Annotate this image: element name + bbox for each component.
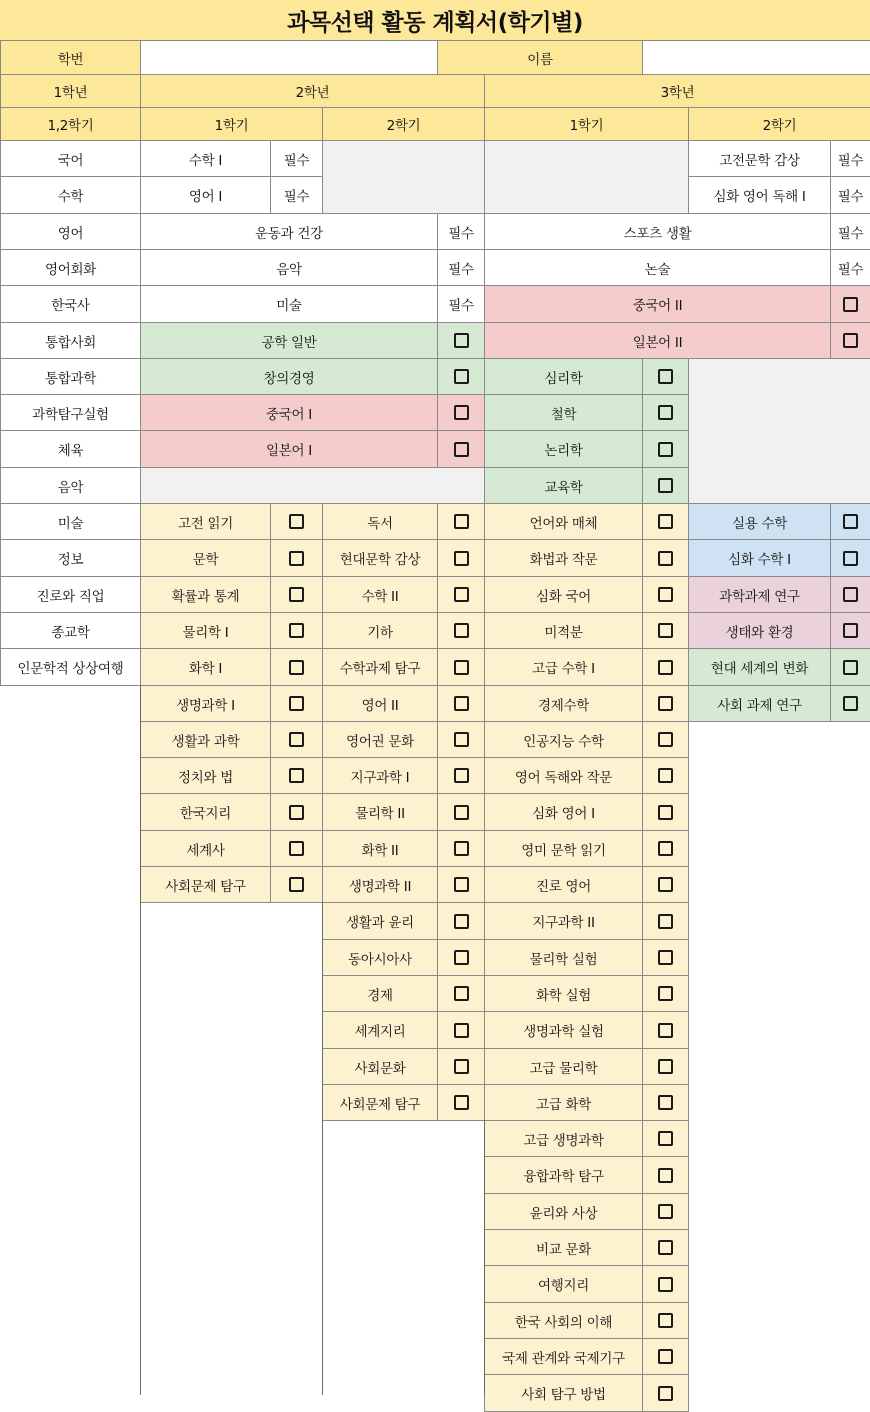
subject-checkbox[interactable] bbox=[642, 902, 689, 940]
subject-checkbox[interactable] bbox=[642, 1338, 689, 1375]
required-subject[interactable]: 고전문학 감상 bbox=[688, 140, 831, 177]
subject-checkbox[interactable] bbox=[830, 285, 870, 323]
elective-subject[interactable]: 고급 생명과학 bbox=[484, 1120, 643, 1157]
elective-subject[interactable]: 사회문제 탐구 bbox=[140, 866, 271, 903]
subject-checkbox[interactable] bbox=[642, 394, 689, 431]
grade-3-sem2-header: 2학기 bbox=[688, 107, 870, 141]
grade-1-semester-header: 1,2학기 bbox=[0, 107, 141, 141]
elective-subject[interactable]: 문학 bbox=[140, 539, 271, 577]
elective-subject[interactable]: 독서 bbox=[322, 503, 438, 540]
subject-checkbox[interactable] bbox=[642, 1120, 689, 1157]
subject-checkbox[interactable] bbox=[437, 975, 485, 1012]
required-label: 필수 bbox=[437, 213, 485, 250]
elective-subject[interactable]: 비교 문화 bbox=[484, 1229, 643, 1266]
student-id-input[interactable] bbox=[140, 40, 438, 75]
elective-subject[interactable]: 여행지리 bbox=[484, 1265, 643, 1303]
elective-subject[interactable]: 화법과 작문 bbox=[484, 539, 643, 577]
empty-checkbox-icon[interactable] bbox=[289, 841, 304, 856]
empty-checkbox-icon[interactable] bbox=[658, 1095, 673, 1110]
empty-checkbox-icon[interactable] bbox=[454, 1059, 469, 1074]
empty-checkbox-icon[interactable] bbox=[658, 1168, 673, 1183]
elective-subject[interactable]: 심화 영어 I bbox=[484, 793, 643, 831]
subject-checkbox[interactable] bbox=[270, 503, 323, 540]
column-border bbox=[140, 685, 141, 1395]
empty-checkbox-icon[interactable] bbox=[454, 914, 469, 929]
grade-2-sem2-header: 2학기 bbox=[322, 107, 485, 141]
elective-subject[interactable]: 인공지능 수학 bbox=[484, 721, 643, 758]
name-label: 이름 bbox=[437, 40, 643, 75]
grade1-subject: 체육 bbox=[0, 430, 141, 468]
empty-checkbox-icon[interactable] bbox=[454, 660, 469, 675]
elective-subject[interactable]: 중국어 I bbox=[140, 394, 438, 431]
grade1-subject: 인문학적 상상여행 bbox=[0, 648, 141, 686]
elective-subject[interactable]: 물리학 실험 bbox=[484, 939, 643, 976]
subject-checkbox[interactable] bbox=[270, 866, 323, 903]
empty-checkbox-icon[interactable] bbox=[658, 514, 673, 529]
elective-subject[interactable]: 정치와 법 bbox=[140, 757, 271, 794]
elective-subject[interactable]: 생활과 윤리 bbox=[322, 902, 438, 940]
elective-subject[interactable]: 윤리와 사상 bbox=[484, 1193, 643, 1230]
subject-checkbox[interactable] bbox=[642, 576, 689, 613]
subject-checkbox[interactable] bbox=[830, 648, 870, 686]
empty-checkbox-icon[interactable] bbox=[454, 1023, 469, 1038]
empty-checkbox-icon[interactable] bbox=[289, 877, 304, 892]
empty-checkbox-icon[interactable] bbox=[658, 1313, 673, 1328]
empty-checkbox-icon[interactable] bbox=[454, 1095, 469, 1110]
subject-checkbox[interactable] bbox=[437, 793, 485, 831]
elective-subject[interactable]: 한국지리 bbox=[140, 793, 271, 831]
empty-block bbox=[140, 467, 485, 504]
elective-subject[interactable]: 수학과제 탐구 bbox=[322, 648, 438, 686]
elective-subject[interactable]: 생명과학 II bbox=[322, 866, 438, 903]
elective-subject[interactable]: 창의경영 bbox=[140, 358, 438, 395]
subject-checkbox[interactable] bbox=[270, 539, 323, 577]
column-border bbox=[484, 1120, 485, 1395]
subject-checkbox[interactable] bbox=[270, 576, 323, 613]
subject-checkbox[interactable] bbox=[642, 721, 689, 758]
subject-checkbox[interactable] bbox=[642, 685, 689, 722]
subject-checkbox[interactable] bbox=[830, 685, 870, 722]
subject-checkbox[interactable] bbox=[642, 1265, 689, 1303]
grade-3-sem1-header: 1학기 bbox=[484, 107, 689, 141]
empty-checkbox-icon[interactable] bbox=[658, 1349, 673, 1364]
subject-checkbox[interactable] bbox=[830, 612, 870, 649]
grade1-subject: 영어회화 bbox=[0, 249, 141, 286]
grade1-subject: 종교학 bbox=[0, 612, 141, 649]
elective-subject[interactable]: 세계지리 bbox=[322, 1011, 438, 1049]
grade1-subject: 수학 bbox=[0, 176, 141, 214]
elective-subject[interactable]: 고급 화학 bbox=[484, 1084, 643, 1121]
page-title: 과목선택 활동 계획서(학기별) bbox=[0, 0, 870, 40]
empty-checkbox-icon[interactable] bbox=[658, 1204, 673, 1219]
grade-1-header: 1학년 bbox=[0, 74, 141, 108]
empty-checkbox-icon[interactable] bbox=[658, 986, 673, 1001]
required-label: 필수 bbox=[830, 140, 870, 177]
elective-subject[interactable]: 철학 bbox=[484, 394, 643, 431]
subject-checkbox[interactable] bbox=[830, 539, 870, 577]
required-label: 필수 bbox=[270, 140, 323, 177]
elective-subject[interactable]: 영어 독해와 작문 bbox=[484, 757, 643, 794]
elective-subject[interactable]: 화학 II bbox=[322, 830, 438, 867]
elective-subject[interactable]: 과학과제 연구 bbox=[688, 576, 831, 613]
elective-subject[interactable]: 언어와 매체 bbox=[484, 503, 643, 540]
elective-subject[interactable]: 사회 탐구 방법 bbox=[484, 1374, 643, 1412]
elective-subject[interactable]: 심화 수학 I bbox=[688, 539, 831, 577]
subject-checkbox[interactable] bbox=[437, 685, 485, 722]
empty-checkbox-icon[interactable] bbox=[289, 623, 304, 638]
empty-checkbox-icon[interactable] bbox=[289, 551, 304, 566]
subject-checkbox[interactable] bbox=[270, 793, 323, 831]
subject-checkbox[interactable] bbox=[830, 322, 870, 359]
subject-checkbox[interactable] bbox=[642, 939, 689, 976]
subject-checkbox[interactable] bbox=[830, 503, 870, 540]
grade1-subject: 국어 bbox=[0, 140, 141, 177]
empty-checkbox-icon[interactable] bbox=[658, 1023, 673, 1038]
empty-checkbox-icon[interactable] bbox=[658, 551, 673, 566]
empty-checkbox-icon[interactable] bbox=[843, 623, 858, 638]
subject-checkbox[interactable] bbox=[437, 902, 485, 940]
grade1-subject: 영어 bbox=[0, 213, 141, 250]
subject-checkbox[interactable] bbox=[642, 1374, 689, 1412]
subject-checkbox[interactable] bbox=[642, 757, 689, 794]
subject-checkbox[interactable] bbox=[642, 975, 689, 1012]
elective-subject[interactable]: 영어권 문화 bbox=[322, 721, 438, 758]
empty-checkbox-icon[interactable] bbox=[454, 877, 469, 892]
subject-checkbox[interactable] bbox=[642, 539, 689, 577]
subject-checkbox[interactable] bbox=[270, 612, 323, 649]
subject-checkbox[interactable] bbox=[270, 721, 323, 758]
elective-subject[interactable]: 심리학 bbox=[484, 358, 643, 395]
elective-subject[interactable]: 융합과학 탐구 bbox=[484, 1156, 643, 1194]
subject-checkbox[interactable] bbox=[437, 322, 485, 359]
elective-subject[interactable]: 화학 실험 bbox=[484, 975, 643, 1012]
subject-checkbox[interactable] bbox=[642, 1302, 689, 1339]
empty-checkbox-icon[interactable] bbox=[658, 768, 673, 783]
elective-subject[interactable]: 진로 영어 bbox=[484, 866, 643, 903]
elective-subject[interactable]: 고급 수학 I bbox=[484, 648, 643, 686]
grade1-subject: 통합과학 bbox=[0, 358, 141, 395]
subject-checkbox[interactable] bbox=[437, 430, 485, 468]
empty-checkbox-icon[interactable] bbox=[658, 1131, 673, 1146]
empty-checkbox-icon[interactable] bbox=[658, 587, 673, 602]
empty-checkbox-icon[interactable] bbox=[658, 950, 673, 965]
grade-2-sem1-header: 1학기 bbox=[140, 107, 323, 141]
empty-checkbox-icon[interactable] bbox=[289, 768, 304, 783]
empty-checkbox-icon[interactable] bbox=[843, 696, 858, 711]
elective-subject[interactable]: 기하 bbox=[322, 612, 438, 649]
subject-checkbox[interactable] bbox=[437, 394, 485, 431]
column-border bbox=[322, 902, 323, 1395]
elective-subject[interactable]: 실용 수학 bbox=[688, 503, 831, 540]
elective-subject[interactable]: 확률과 통계 bbox=[140, 576, 271, 613]
elective-subject[interactable]: 생명과학 실험 bbox=[484, 1011, 643, 1049]
subject-checkbox[interactable] bbox=[642, 503, 689, 540]
required-subject[interactable]: 운동과 건강 bbox=[140, 213, 438, 250]
empty-checkbox-icon[interactable] bbox=[843, 297, 858, 312]
grade1-subject: 과학탐구실험 bbox=[0, 394, 141, 431]
grade1-subject: 미술 bbox=[0, 503, 141, 540]
elective-subject[interactable]: 세계사 bbox=[140, 830, 271, 867]
subject-checkbox[interactable] bbox=[437, 939, 485, 976]
elective-subject[interactable]: 사회문제 탐구 bbox=[322, 1084, 438, 1121]
subject-checkbox[interactable] bbox=[437, 757, 485, 794]
elective-subject[interactable]: 사회 과제 연구 bbox=[688, 685, 831, 722]
subject-checkbox[interactable] bbox=[437, 830, 485, 867]
required-label: 필수 bbox=[830, 176, 870, 214]
elective-subject[interactable]: 현대문학 감상 bbox=[322, 539, 438, 577]
empty-checkbox-icon[interactable] bbox=[454, 551, 469, 566]
subject-checkbox[interactable] bbox=[437, 866, 485, 903]
empty-checkbox-icon[interactable] bbox=[454, 696, 469, 711]
grade-2-header: 2학년 bbox=[140, 74, 485, 108]
required-label: 필수 bbox=[830, 249, 870, 286]
empty-checkbox-icon[interactable] bbox=[658, 805, 673, 820]
elective-subject[interactable]: 지구과학 I bbox=[322, 757, 438, 794]
subject-checkbox[interactable] bbox=[642, 612, 689, 649]
subject-checkbox[interactable] bbox=[642, 830, 689, 867]
empty-checkbox-icon[interactable] bbox=[454, 442, 469, 457]
subject-checkbox[interactable] bbox=[437, 1011, 485, 1049]
elective-subject[interactable]: 국제 관계와 국제기구 bbox=[484, 1338, 643, 1375]
subject-checkbox[interactable] bbox=[270, 648, 323, 686]
empty-checkbox-icon[interactable] bbox=[289, 805, 304, 820]
empty-checkbox-icon[interactable] bbox=[454, 333, 469, 348]
empty-checkbox-icon[interactable] bbox=[658, 1240, 673, 1255]
subject-checkbox[interactable] bbox=[437, 612, 485, 649]
empty-checkbox-icon[interactable] bbox=[658, 841, 673, 856]
empty-checkbox-icon[interactable] bbox=[454, 950, 469, 965]
elective-subject[interactable]: 생태와 환경 bbox=[688, 612, 831, 649]
subject-checkbox[interactable] bbox=[437, 503, 485, 540]
subject-checkbox[interactable] bbox=[642, 1011, 689, 1049]
required-subject[interactable]: 영어 I bbox=[140, 176, 271, 214]
empty-checkbox-icon[interactable] bbox=[658, 442, 673, 457]
empty-checkbox-icon[interactable] bbox=[454, 587, 469, 602]
empty-checkbox-icon[interactable] bbox=[658, 478, 673, 493]
empty-checkbox-icon[interactable] bbox=[454, 805, 469, 820]
required-label: 필수 bbox=[437, 285, 485, 323]
student-id-label: 학번 bbox=[0, 40, 141, 75]
subject-checkbox[interactable] bbox=[642, 430, 689, 468]
empty-checkbox-icon[interactable] bbox=[658, 877, 673, 892]
elective-subject[interactable]: 현대 세계의 변화 bbox=[688, 648, 831, 686]
subject-checkbox[interactable] bbox=[642, 1229, 689, 1266]
elective-subject[interactable]: 일본어 II bbox=[484, 322, 831, 359]
elective-subject[interactable]: 지구과학 II bbox=[484, 902, 643, 940]
subject-checkbox[interactable] bbox=[642, 1048, 689, 1085]
empty-checkbox-icon[interactable] bbox=[658, 696, 673, 711]
elective-subject[interactable]: 사회문화 bbox=[322, 1048, 438, 1085]
empty-block bbox=[484, 140, 689, 214]
empty-checkbox-icon[interactable] bbox=[658, 1277, 673, 1292]
grade1-subject: 한국사 bbox=[0, 285, 141, 323]
empty-checkbox-icon[interactable] bbox=[289, 660, 304, 675]
subject-checkbox[interactable] bbox=[270, 757, 323, 794]
subject-checkbox[interactable] bbox=[437, 539, 485, 577]
grade1-subject: 음악 bbox=[0, 467, 141, 504]
empty-checkbox-icon[interactable] bbox=[658, 732, 673, 747]
subject-checkbox[interactable] bbox=[270, 830, 323, 867]
grade-3-header: 3학년 bbox=[484, 74, 870, 108]
elective-subject[interactable]: 일본어 I bbox=[140, 430, 438, 468]
subject-checkbox[interactable] bbox=[642, 866, 689, 903]
empty-checkbox-icon[interactable] bbox=[454, 986, 469, 1001]
required-subject[interactable]: 음악 bbox=[140, 249, 438, 286]
required-subject[interactable]: 논술 bbox=[484, 249, 831, 286]
subject-checkbox[interactable] bbox=[642, 467, 689, 504]
subject-checkbox[interactable] bbox=[642, 793, 689, 831]
elective-subject[interactable]: 생명과학 I bbox=[140, 685, 271, 722]
empty-checkbox-icon[interactable] bbox=[658, 623, 673, 638]
elective-subject[interactable]: 교육학 bbox=[484, 467, 643, 504]
subject-checkbox[interactable] bbox=[437, 1048, 485, 1085]
elective-subject[interactable]: 논리학 bbox=[484, 430, 643, 468]
elective-subject[interactable]: 영미 문학 읽기 bbox=[484, 830, 643, 867]
empty-checkbox-icon[interactable] bbox=[454, 732, 469, 747]
empty-checkbox-icon[interactable] bbox=[658, 1386, 673, 1401]
elective-subject[interactable]: 물리학 I bbox=[140, 612, 271, 649]
subject-checkbox[interactable] bbox=[270, 685, 323, 722]
empty-checkbox-icon[interactable] bbox=[454, 405, 469, 420]
required-subject[interactable]: 미술 bbox=[140, 285, 438, 323]
empty-checkbox-icon[interactable] bbox=[843, 587, 858, 602]
subject-checkbox[interactable] bbox=[437, 358, 485, 395]
required-label: 필수 bbox=[270, 176, 323, 214]
grade1-subject: 진로와 직업 bbox=[0, 576, 141, 613]
elective-subject[interactable]: 화학 I bbox=[140, 648, 271, 686]
name-input[interactable] bbox=[642, 40, 870, 75]
subject-checkbox[interactable] bbox=[642, 648, 689, 686]
subject-checkbox[interactable] bbox=[437, 721, 485, 758]
elective-subject[interactable]: 미적분 bbox=[484, 612, 643, 649]
subject-checkbox[interactable] bbox=[437, 648, 485, 686]
empty-checkbox-icon[interactable] bbox=[843, 551, 858, 566]
empty-checkbox-icon[interactable] bbox=[454, 841, 469, 856]
subject-checkbox[interactable] bbox=[642, 1156, 689, 1194]
elective-subject[interactable]: 동아시아사 bbox=[322, 939, 438, 976]
empty-checkbox-icon[interactable] bbox=[454, 369, 469, 384]
empty-checkbox-icon[interactable] bbox=[843, 514, 858, 529]
empty-checkbox-icon[interactable] bbox=[289, 514, 304, 529]
empty-checkbox-icon[interactable] bbox=[454, 514, 469, 529]
empty-checkbox-icon[interactable] bbox=[289, 732, 304, 747]
elective-subject[interactable]: 한국 사회의 이해 bbox=[484, 1302, 643, 1339]
empty-block bbox=[688, 358, 870, 504]
empty-checkbox-icon[interactable] bbox=[843, 333, 858, 348]
elective-subject[interactable]: 수학 II bbox=[322, 576, 438, 613]
empty-checkbox-icon[interactable] bbox=[658, 1059, 673, 1074]
elective-subject[interactable]: 영어 II bbox=[322, 685, 438, 722]
required-subject[interactable]: 스포츠 생활 bbox=[484, 213, 831, 250]
elective-subject[interactable]: 공학 일반 bbox=[140, 322, 438, 359]
elective-subject[interactable]: 고전 읽기 bbox=[140, 503, 271, 540]
required-label: 필수 bbox=[830, 213, 870, 250]
empty-checkbox-icon[interactable] bbox=[658, 405, 673, 420]
required-subject[interactable]: 수학 I bbox=[140, 140, 271, 177]
empty-checkbox-icon[interactable] bbox=[454, 768, 469, 783]
elective-subject[interactable]: 고급 물리학 bbox=[484, 1048, 643, 1085]
elective-subject[interactable]: 경제 bbox=[322, 975, 438, 1012]
empty-block bbox=[322, 140, 485, 214]
empty-checkbox-icon[interactable] bbox=[658, 914, 673, 929]
subject-checkbox[interactable] bbox=[642, 1084, 689, 1121]
elective-subject[interactable]: 물리학 II bbox=[322, 793, 438, 831]
elective-subject[interactable]: 심화 국어 bbox=[484, 576, 643, 613]
subject-checkbox[interactable] bbox=[437, 1084, 485, 1121]
empty-checkbox-icon[interactable] bbox=[289, 587, 304, 602]
subject-checkbox[interactable] bbox=[437, 576, 485, 613]
empty-checkbox-icon[interactable] bbox=[658, 369, 673, 384]
subject-checkbox[interactable] bbox=[642, 358, 689, 395]
grade1-subject: 정보 bbox=[0, 539, 141, 577]
elective-subject[interactable]: 중국어 II bbox=[484, 285, 831, 323]
empty-checkbox-icon[interactable] bbox=[843, 660, 858, 675]
empty-checkbox-icon[interactable] bbox=[658, 660, 673, 675]
empty-checkbox-icon[interactable] bbox=[289, 696, 304, 711]
subject-checkbox[interactable] bbox=[830, 576, 870, 613]
subject-checkbox[interactable] bbox=[642, 1193, 689, 1230]
required-subject[interactable]: 심화 영어 독해 I bbox=[688, 176, 831, 214]
elective-subject[interactable]: 생활과 과학 bbox=[140, 721, 271, 758]
grade1-subject: 통합사회 bbox=[0, 322, 141, 359]
elective-subject[interactable]: 경제수학 bbox=[484, 685, 643, 722]
required-label: 필수 bbox=[437, 249, 485, 286]
empty-checkbox-icon[interactable] bbox=[454, 623, 469, 638]
